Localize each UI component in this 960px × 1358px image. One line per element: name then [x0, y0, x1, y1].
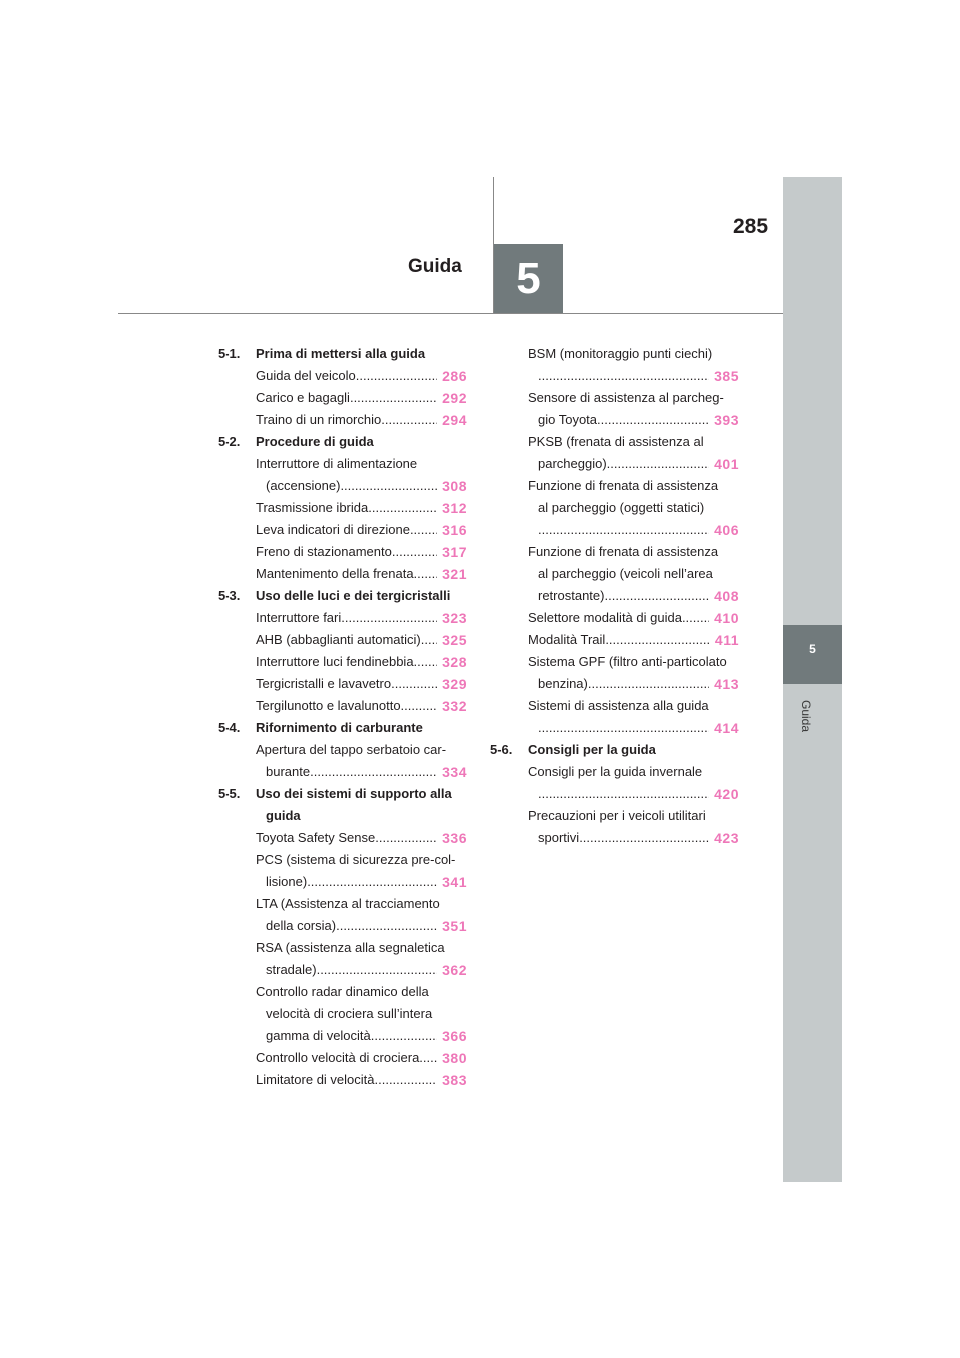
- toc-entry-line: Controllo radar dinamico della: [256, 984, 429, 999]
- section-number: 5-6.: [490, 742, 513, 757]
- dot-leader: [538, 365, 709, 387]
- toc-page-link[interactable]: 414: [714, 720, 739, 736]
- toc-page-link[interactable]: 286: [442, 368, 467, 384]
- toc-section-heading: [490, 739, 739, 761]
- dot-leader: [307, 871, 437, 893]
- toc-entry-title: stradale): [266, 962, 317, 977]
- toc-entry[interactable]: [218, 541, 467, 563]
- toc-entry[interactable]: [490, 607, 739, 629]
- dot-leader: [392, 541, 437, 563]
- toc-page-link[interactable]: 406: [714, 522, 739, 538]
- dot-leader: [579, 827, 709, 849]
- toc-entry[interactable]: [218, 739, 467, 783]
- toc-page-link[interactable]: 294: [442, 412, 467, 428]
- toc-page-link[interactable]: 351: [442, 918, 467, 934]
- toc-entry-title: Interruttore luci fendinebbia: [256, 654, 414, 669]
- toc-entry[interactable]: [490, 761, 739, 805]
- toc-entry[interactable]: [490, 343, 739, 387]
- toc-entry-title: parcheggio): [538, 456, 607, 471]
- dot-leader: [419, 1047, 437, 1069]
- chapter-title: Guida: [408, 256, 462, 277]
- toc-entry[interactable]: [490, 805, 739, 849]
- dot-leader: [336, 915, 437, 937]
- toc-page-link[interactable]: 380: [442, 1050, 467, 1066]
- toc-entry-line: Sistema GPF (filtro anti-particolato: [528, 654, 727, 669]
- toc-entry-title: Carico e bagagli: [256, 390, 350, 405]
- toc-entry-title: (accensione): [266, 478, 341, 493]
- section-number: 5-4.: [218, 720, 241, 735]
- toc-entry-line: Apertura del tappo serbatoio car-: [256, 742, 447, 757]
- toc-page-link[interactable]: 334: [442, 764, 467, 780]
- toc-entry-line: Funzione di frenata di assistenza: [528, 478, 719, 493]
- dot-leader: [401, 695, 437, 717]
- toc-page-link[interactable]: 411: [714, 632, 739, 648]
- dot-leader: [607, 453, 709, 475]
- toc-entry[interactable]: [218, 695, 467, 717]
- dot-leader: [538, 519, 709, 541]
- dot-leader: [414, 563, 437, 585]
- toc-entry-title: Toyota Safety Sense: [256, 830, 376, 845]
- dot-leader: [368, 497, 437, 519]
- toc-entry-line: Consigli per la guida invernale: [528, 764, 703, 779]
- toc-page-link[interactable]: 408: [714, 588, 739, 604]
- toc-section-heading: [218, 431, 467, 453]
- section-title-line: Rifornimento di carburante: [256, 720, 423, 735]
- section-title: [256, 783, 467, 827]
- dot-leader: [375, 1069, 438, 1091]
- toc-page-link[interactable]: 323: [442, 610, 467, 626]
- side-tab-number: 5: [809, 642, 816, 656]
- toc-entry-title: Selettore modalità di guida: [528, 610, 682, 625]
- section-number: 5-3.: [218, 588, 241, 603]
- dot-leader: [381, 409, 437, 431]
- toc-entry-title: AHB (abbaglianti automatici): [256, 632, 421, 647]
- dot-leader: [538, 717, 709, 739]
- side-tab-label: Guida: [799, 700, 813, 733]
- dot-leader: [605, 629, 709, 651]
- toc-page-link[interactable]: 341: [442, 874, 467, 890]
- toc-entry[interactable]: [218, 453, 467, 497]
- section-title-line: Consigli per la guida: [528, 742, 656, 757]
- toc-entry-line: Funzione di frenata di assistenza: [528, 544, 719, 559]
- dot-leader: [414, 651, 437, 673]
- toc-entry[interactable]: [490, 629, 739, 651]
- section-title-line: guida: [266, 808, 301, 823]
- section-number: 5-5.: [218, 786, 241, 801]
- chapter-number-box: 5: [494, 244, 563, 313]
- toc-page-link[interactable]: 329: [442, 676, 467, 692]
- toc-page-link[interactable]: 385: [714, 368, 739, 384]
- toc-entry[interactable]: [490, 387, 739, 431]
- toc-entry-title: della corsia): [266, 918, 337, 933]
- dot-leader: [604, 585, 709, 607]
- toc-section-heading: [218, 783, 467, 827]
- toc-entry[interactable]: [218, 409, 467, 431]
- section-title-line: Uso delle luci e dei tergicristalli: [256, 588, 451, 603]
- toc-entry[interactable]: [218, 1069, 467, 1091]
- toc-section-heading: [218, 585, 467, 607]
- dot-leader: [391, 673, 437, 695]
- toc-right-column: [490, 343, 739, 849]
- toc-entry-title: Freno di stazionamento: [256, 544, 392, 559]
- toc-entry[interactable]: [490, 541, 739, 607]
- toc-page-link[interactable]: 292: [442, 390, 467, 406]
- dot-leader: [340, 475, 437, 497]
- toc-entry-title: Mantenimento della frenata: [256, 566, 414, 581]
- toc-entry[interactable]: [218, 365, 467, 387]
- toc-entry-title: gio Toyota: [538, 412, 598, 427]
- toc-entry[interactable]: [490, 651, 739, 695]
- toc-page-link[interactable]: 423: [714, 830, 739, 846]
- section-title-line: Uso dei sistemi di supporto alla: [256, 786, 452, 801]
- toc-entry[interactable]: [218, 519, 467, 541]
- dot-leader: [588, 673, 709, 695]
- header-horizontal-rule: [118, 313, 783, 314]
- toc-entry[interactable]: [218, 563, 467, 585]
- toc-entry-title: Modalità Trail: [528, 632, 606, 647]
- section-title-line: Prima di mettersi alla guida: [256, 346, 426, 361]
- toc-entry-title: burante: [266, 764, 311, 779]
- dot-leader: [421, 629, 437, 651]
- dot-leader: [410, 519, 437, 541]
- toc-page-link[interactable]: 317: [442, 544, 467, 560]
- dot-leader: [371, 1025, 437, 1047]
- toc-entry-title: lisione): [266, 874, 308, 889]
- toc-entry-line: PCS (sistema di sicurezza pre-col-: [256, 852, 456, 867]
- dot-leader: [538, 783, 709, 805]
- toc-page-link[interactable]: 393: [714, 412, 739, 428]
- section-number: 5-2.: [218, 434, 241, 449]
- toc-entry[interactable]: [490, 475, 739, 541]
- toc-entry-title: Interruttore fari: [256, 610, 342, 625]
- section-title-line: Procedure di guida: [256, 434, 374, 449]
- section-title: [256, 717, 467, 739]
- toc-page-link[interactable]: 410: [714, 610, 739, 626]
- page-number: 285: [733, 215, 769, 238]
- toc-page-link[interactable]: 362: [442, 962, 467, 978]
- toc-entry-title: Leva indicatori di direzione: [256, 522, 410, 537]
- toc-page-link[interactable]: 366: [442, 1028, 467, 1044]
- dot-leader: [682, 607, 709, 629]
- toc-entry[interactable]: [490, 431, 739, 475]
- toc-entry[interactable]: [218, 893, 467, 937]
- toc-entry[interactable]: [218, 1047, 467, 1069]
- toc-entry-title: benzina): [538, 676, 588, 691]
- toc-entry-title: sportivi: [538, 830, 580, 845]
- section-title: [528, 739, 739, 761]
- toc-entry-line: Sistemi di assistenza alla guida: [528, 698, 709, 713]
- dot-leader: [341, 607, 437, 629]
- toc-entry-line: Interruttore di alimentazione: [256, 456, 418, 471]
- toc-page-link[interactable]: 328: [442, 654, 467, 670]
- section-title: [256, 343, 467, 365]
- toc-entry[interactable]: [218, 629, 467, 651]
- toc-entry-line: BSM (monitoraggio punti ciechi): [528, 346, 713, 361]
- toc-page-link[interactable]: 325: [442, 632, 467, 648]
- toc-entry[interactable]: [218, 937, 467, 981]
- dot-leader: [356, 365, 437, 387]
- toc-page-link[interactable]: 316: [442, 522, 467, 538]
- toc-page-link[interactable]: 332: [442, 698, 467, 714]
- toc-entry-line: Sensore di assistenza al parcheg-: [528, 390, 724, 405]
- toc-entry[interactable]: [218, 607, 467, 629]
- dot-leader: [317, 959, 437, 981]
- toc-entry[interactable]: [218, 981, 467, 1047]
- toc-page-link[interactable]: 336: [442, 830, 467, 846]
- dot-leader: [597, 409, 709, 431]
- toc-left-column: [218, 343, 467, 1091]
- toc-entry[interactable]: [218, 673, 467, 695]
- toc-page-link[interactable]: 308: [442, 478, 467, 494]
- toc-entry[interactable]: [218, 387, 467, 409]
- toc-page-link[interactable]: 401: [714, 456, 739, 472]
- toc-entry-line: velocità di crociera sull’intera: [266, 1006, 433, 1021]
- toc-section-heading: [218, 343, 467, 365]
- toc-entry-title: Traino di un rimorchio: [256, 412, 382, 427]
- toc-entry-line: al parcheggio (veicoli nell’area: [538, 566, 713, 581]
- toc-entry[interactable]: [218, 651, 467, 673]
- toc-section-heading: [218, 717, 467, 739]
- toc-entry-title: Guida del veicolo: [256, 368, 356, 383]
- toc-page-link[interactable]: 321: [442, 566, 467, 582]
- toc-entry-line: Precauzioni per i veicoli utilitari: [528, 808, 706, 823]
- dot-leader: [350, 387, 437, 409]
- toc-page-link[interactable]: 312: [442, 500, 467, 516]
- toc-entry-title: Limitatore di velocità: [256, 1072, 375, 1087]
- toc-page-link[interactable]: 413: [714, 676, 739, 692]
- toc-entry[interactable]: [490, 695, 739, 739]
- section-number: 5-1.: [218, 346, 241, 361]
- toc-entry-title: Tergilunotto e lavalunotto: [256, 698, 401, 713]
- toc-entry-title: Controllo velocità di crociera: [256, 1050, 420, 1065]
- toc-entry-title: Trasmissione ibrida: [256, 500, 369, 515]
- toc-page-link[interactable]: 383: [442, 1072, 467, 1088]
- toc-entry-title: gamma di velocità: [266, 1028, 371, 1043]
- dot-leader: [310, 761, 437, 783]
- toc-entry-title: Tergicristalli e lavavetro: [256, 676, 392, 691]
- section-title: [256, 585, 467, 607]
- toc-entry-line: PKSB (frenata di assistenza al: [528, 434, 704, 449]
- toc-entry-line: RSA (assistenza alla segnaletica: [256, 940, 445, 955]
- dot-leader: [375, 827, 437, 849]
- toc-entry[interactable]: [218, 497, 467, 519]
- toc-entry-line: al parcheggio (oggetti statici): [538, 500, 705, 515]
- toc-entry[interactable]: [218, 827, 467, 849]
- toc-entry-line: LTA (Assistenza al tracciamento: [256, 896, 440, 911]
- section-title: [256, 431, 467, 453]
- toc-entry-title: retrostante): [538, 588, 605, 603]
- toc-page-link[interactable]: 420: [714, 786, 739, 802]
- toc-entry[interactable]: [218, 849, 467, 893]
